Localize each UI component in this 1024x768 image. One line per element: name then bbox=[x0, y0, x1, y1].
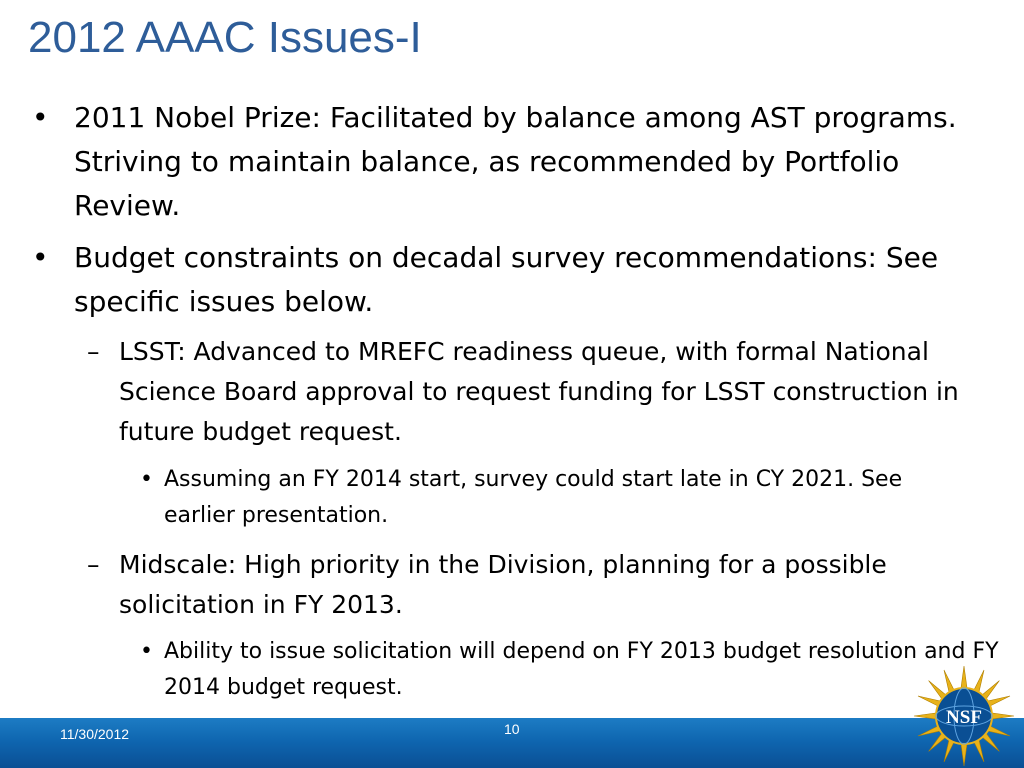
bullet-text: Budget constraints on decadal survey recommendations: See specific issues below. bbox=[74, 241, 939, 318]
bullet-marker: • bbox=[140, 467, 153, 492]
bullet-text: 2011 Nobel Prize: Facilitated by balance among AST programs. Striving to maintain balance, as recommended by Portfolio Review. bbox=[74, 101, 957, 222]
sub-sub-bullet-item bbox=[140, 634, 999, 706]
bullet-marker: • bbox=[32, 101, 49, 134]
bullet-marker: • bbox=[32, 241, 49, 274]
nsf-logo-icon bbox=[912, 664, 1016, 768]
sub-sub-bullet-text: Assuming an FY 2014 start, survey could start late in CY 2021. See earlier presentation. bbox=[164, 467, 903, 528]
sub-bullet-item bbox=[87, 545, 959, 625]
footer-date: 11/30/2012 bbox=[60, 726, 130, 742]
svg-text:NSF: NSF bbox=[946, 707, 982, 728]
page-number: 10 bbox=[504, 721, 520, 737]
slide-title: 2012 AAAC Issues-I bbox=[28, 13, 422, 62]
sub-bullet-text: Midscale: High priority in the Division, planning for a possible solicitation in FY 2013. bbox=[119, 550, 887, 619]
sub-sub-bullet-item bbox=[140, 462, 974, 534]
sub-bullet-text: LSST: Advanced to MREFC readiness queue, with formal National Science Board approval to request funding for LSST construction in future budget request. bbox=[119, 337, 959, 446]
dash-marker: – bbox=[87, 550, 100, 579]
dash-marker: – bbox=[87, 337, 100, 366]
bullet-item bbox=[32, 96, 974, 228]
bullet-marker: • bbox=[140, 639, 153, 664]
sub-sub-bullet-text: Ability to issue solicitation will depend on FY 2013 budget resolution and FY 2014 budget request. bbox=[164, 639, 999, 700]
sub-bullet-item bbox=[87, 332, 989, 452]
bullet-item bbox=[32, 236, 1014, 324]
